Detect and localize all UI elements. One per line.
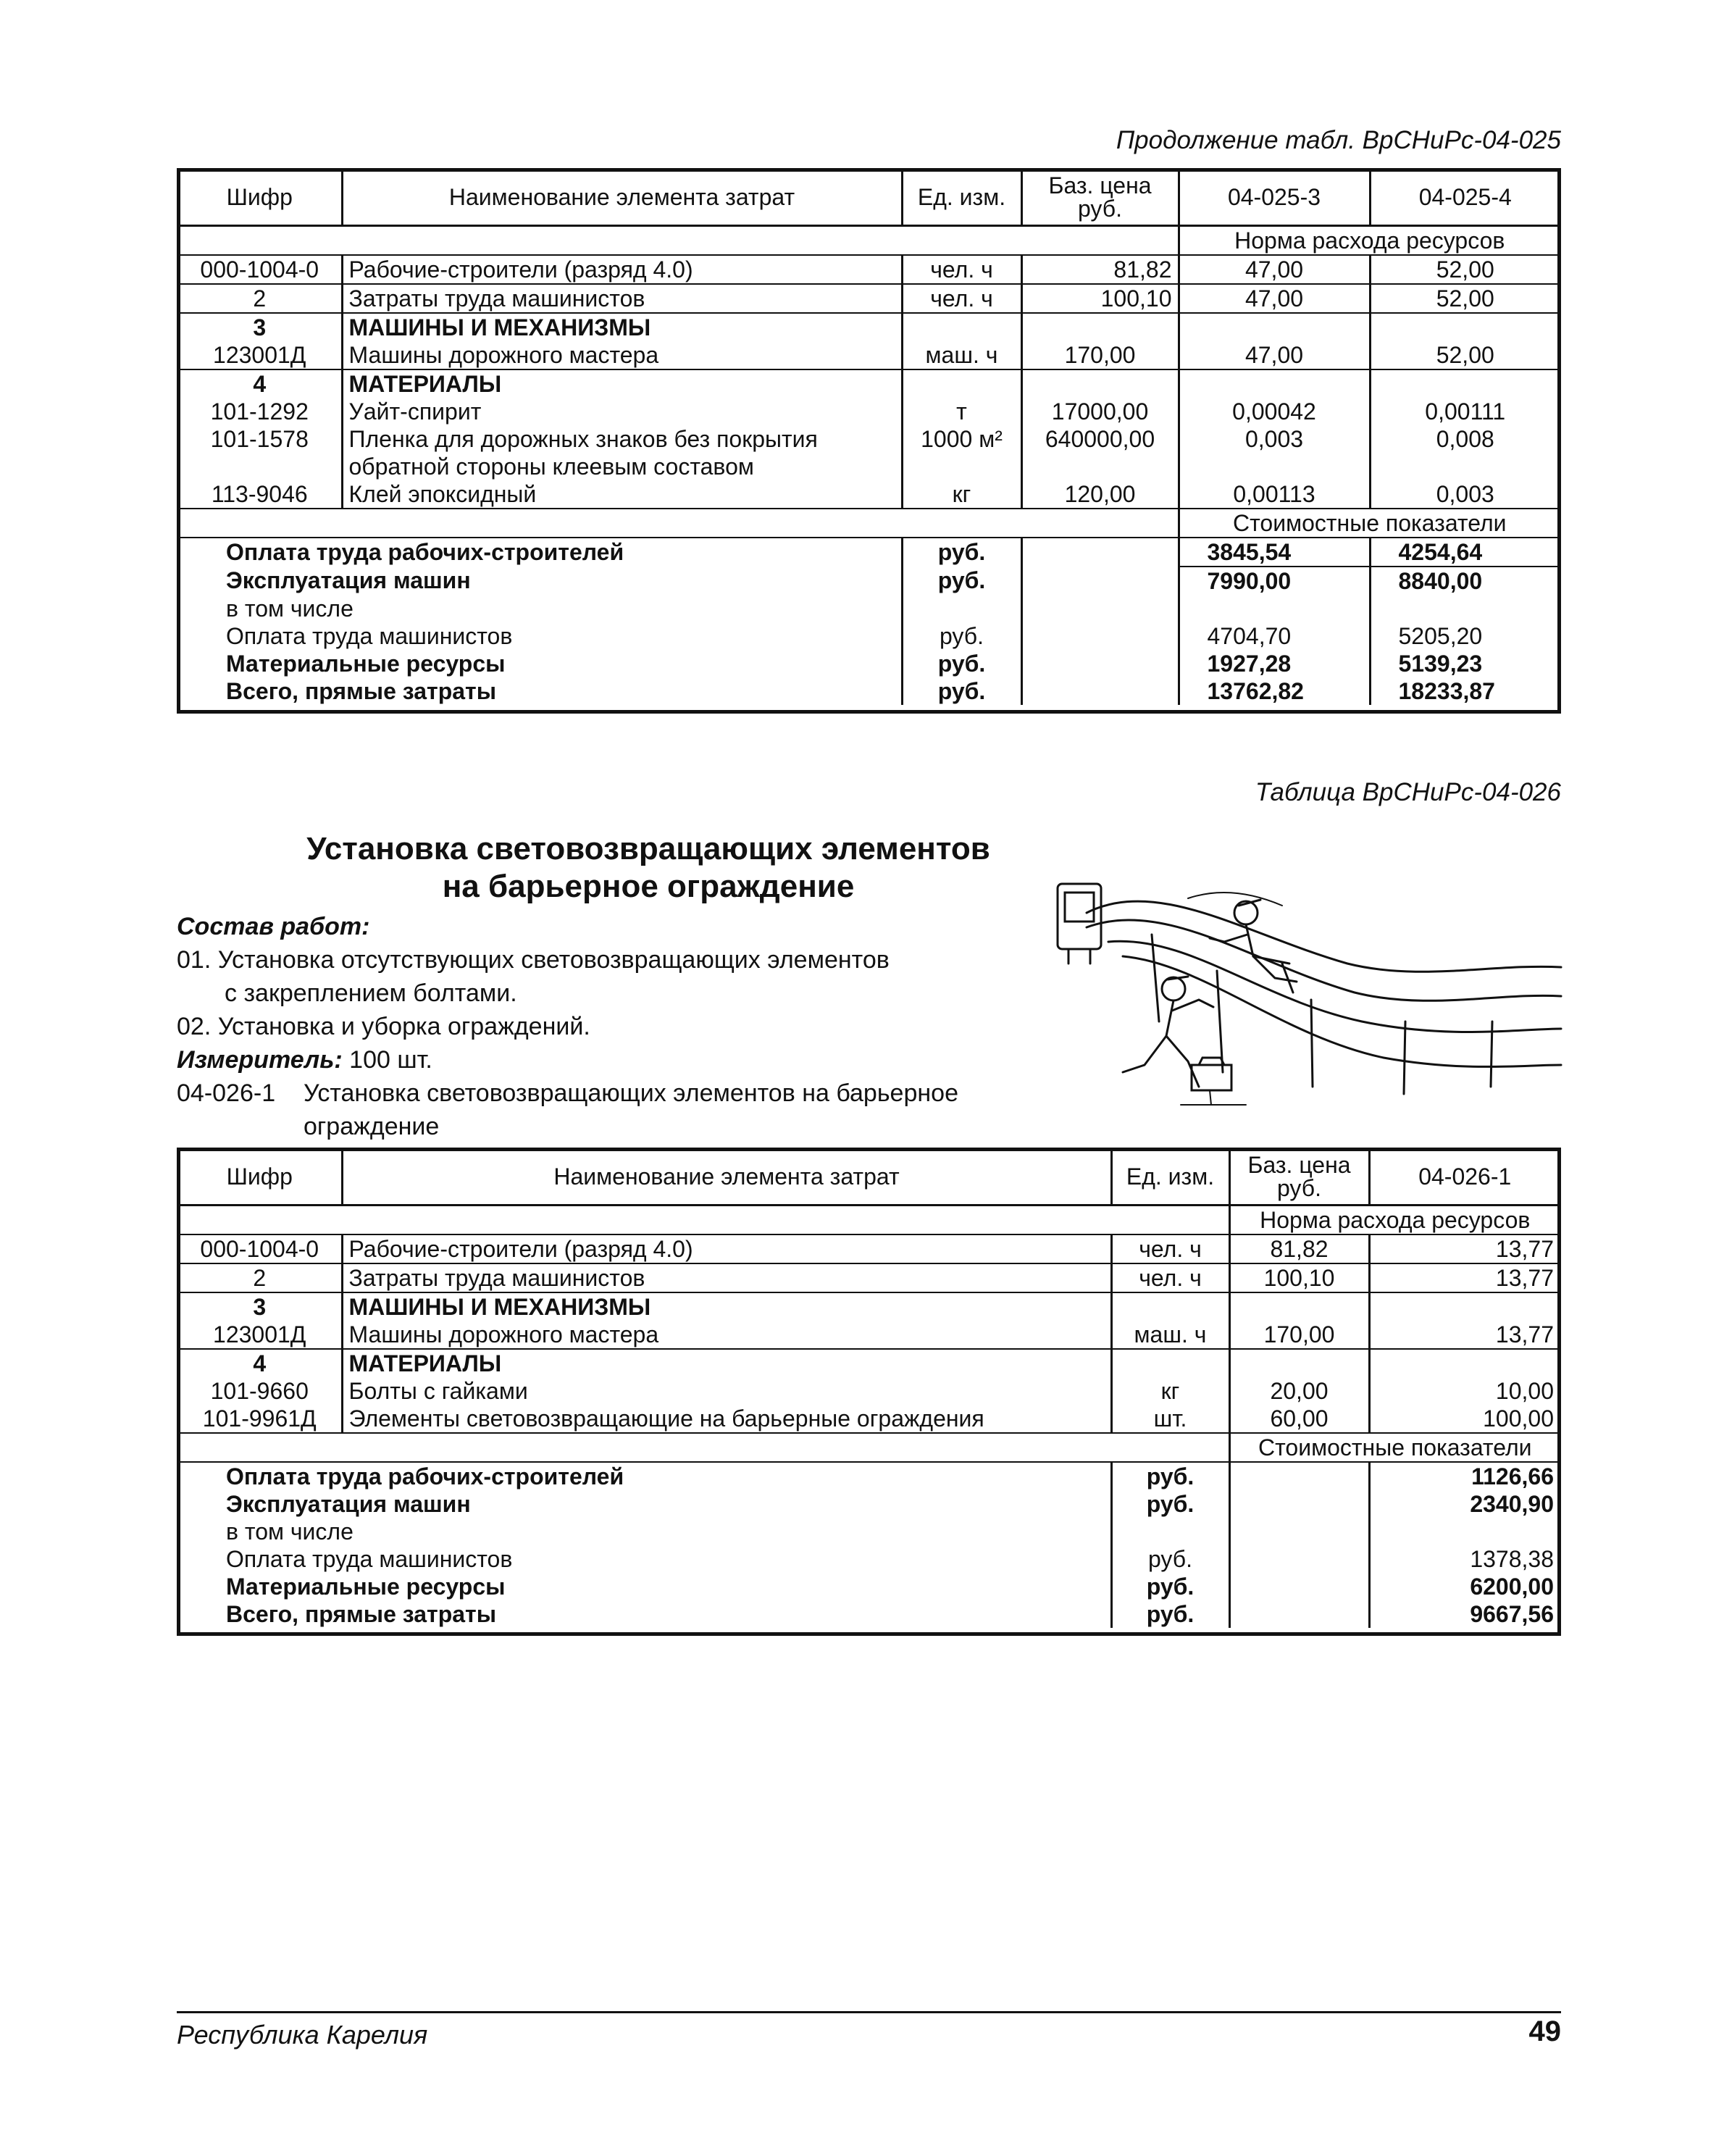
cell-code: 3: [253, 1294, 267, 1320]
table-cell: [1021, 650, 1179, 677]
table-cell: [178, 1462, 1111, 1490]
table-cell: [1179, 369, 1370, 398]
table-cell: [1179, 650, 1370, 677]
table-cell: [178, 1292, 342, 1321]
cell-code: 4: [253, 1350, 267, 1376]
table-cell: [1369, 1292, 1560, 1321]
table-cell: [1370, 453, 1560, 480]
cost-unit: руб.: [902, 622, 1021, 650]
cell-price: 17000,00: [1021, 398, 1179, 425]
cost-value: 8840,00: [1398, 568, 1483, 594]
cell-value: 100,00: [1369, 1405, 1560, 1433]
cell-code: 101-1292: [210, 398, 309, 425]
table-cell: [1370, 677, 1560, 705]
cell-name: Рабочие-строители (разряд 4.0): [342, 1234, 1111, 1263]
cell-value: 47,00: [1179, 341, 1370, 369]
works-label: Состав работ:: [177, 913, 370, 940]
table-cell: [1021, 538, 1179, 567]
table-cell: [178, 538, 902, 567]
col-header-04-025-3: 04-025-3: [1179, 170, 1370, 226]
works-block: [177, 910, 1046, 1143]
cell-code: 4: [253, 371, 267, 397]
table-cell: [1369, 1490, 1560, 1518]
cell-value: 0,00113: [1179, 480, 1370, 509]
table1: [178, 170, 1560, 705]
section-title: [239, 830, 1058, 906]
table-row: [178, 341, 1560, 369]
cell-price: 120,00: [1021, 480, 1179, 509]
table1-header-row: [178, 170, 1560, 226]
cost-name: Оплата труда рабочих-строителей: [226, 539, 624, 565]
cell-name: Элементы световозвращающие на барьерные ограждения: [342, 1405, 1111, 1433]
cell-unit: маш. ч: [902, 341, 1021, 369]
table-cell: [1370, 595, 1560, 622]
table-cell: [178, 677, 902, 705]
cell-name: МАТЕРИАЛЫ: [348, 1350, 502, 1376]
col-header-price: Баз. цена руб.: [1229, 1149, 1369, 1206]
cost-row: [178, 538, 1560, 567]
cost-name: Оплата труда машинистов: [226, 1546, 513, 1572]
table-cell: [1369, 1349, 1560, 1377]
table-cell: [1179, 567, 1370, 595]
cell-price: 640000,00: [1021, 425, 1179, 453]
table-cell: [1111, 1462, 1229, 1490]
table-cell: [1369, 1462, 1560, 1490]
table-cell: [1229, 1518, 1369, 1545]
cost-value: 9667,56: [1470, 1601, 1554, 1627]
cell-unit: т: [902, 398, 1021, 425]
table-cell: [902, 650, 1021, 677]
work-item-2: 02. Установка и уборка ограждений.: [177, 1013, 590, 1040]
table-cell: [1370, 369, 1560, 398]
table-cell: [902, 595, 1021, 622]
table-cell: [1021, 677, 1179, 705]
table-cell: [178, 1573, 1111, 1600]
table-cell: [178, 369, 342, 398]
table2: [178, 1149, 1560, 1628]
table-cell: [1229, 1292, 1369, 1321]
table-cell: [1021, 453, 1179, 480]
table-cell: [1369, 1573, 1560, 1600]
cost-name: Всего, прямые затраты: [226, 1601, 497, 1627]
table-cell: [1111, 1349, 1229, 1377]
cell-price: 81,82: [1229, 1234, 1369, 1263]
cell-price: 170,00: [1021, 341, 1179, 369]
cell-name: Затраты труда машинистов: [342, 284, 902, 313]
cost-row: [178, 1462, 1560, 1490]
table-cell: [1021, 567, 1179, 595]
cost-row: [178, 1600, 1560, 1628]
cell-value: 13,77: [1369, 1234, 1560, 1263]
cell-code: 000-1004-0: [178, 255, 342, 284]
cell-unit: чел. ч: [902, 255, 1021, 284]
cell-unit: маш. ч: [1111, 1321, 1229, 1349]
table2-caption: Таблица ВрСНиРс-04-026: [1255, 778, 1561, 806]
table-cell: [1179, 538, 1370, 567]
cell-value: 0,00042: [1179, 398, 1370, 425]
table-cell: [342, 1292, 1111, 1321]
cell-value: 0,003: [1370, 480, 1560, 509]
cost-label-row: [178, 1433, 1560, 1462]
table-cell: [178, 567, 902, 595]
table-row: [178, 1377, 1560, 1405]
cost-name: Оплата труда машинистов: [226, 623, 513, 649]
cost-value: 2340,90: [1470, 1491, 1554, 1517]
table-row: [178, 369, 1560, 398]
meter-value: 100 шт.: [342, 1046, 432, 1074]
table-cell: [902, 677, 1021, 705]
cell-code: 2: [178, 1263, 342, 1292]
cost-unit: руб.: [1146, 1491, 1195, 1517]
cost-row: [178, 567, 1560, 595]
cost-unit: руб.: [1146, 1574, 1195, 1600]
cell-unit: чел. ч: [1111, 1263, 1229, 1292]
workers-illustration: [1043, 855, 1565, 1116]
cell-code: 2: [178, 284, 342, 313]
table-cell: [1229, 1462, 1369, 1490]
table-cell: [902, 313, 1021, 341]
section-title-line2: на барьерное ограждение: [442, 869, 855, 904]
table-cell: [1111, 1600, 1229, 1628]
item-code: 04-026-1: [177, 1079, 276, 1107]
cost-name: Материальные ресурсы: [226, 651, 506, 677]
cell-name: Затраты труда машинистов: [342, 1263, 1111, 1292]
cell-value: 0,008: [1370, 425, 1560, 453]
table2-header-row: [178, 1149, 1560, 1206]
footer-region: Республика Карелия: [177, 2020, 428, 2050]
table-continuation-caption: Продолжение табл. ВрСНиРс-04-025: [1116, 126, 1561, 154]
cell-name: Машины дорожного мастера: [342, 1321, 1111, 1349]
cost-name: Материальные ресурсы: [226, 1574, 506, 1600]
col-header-unit: Ед. изм.: [1111, 1149, 1229, 1206]
table-cell: [902, 369, 1021, 398]
table-cell: [178, 1349, 342, 1377]
norm-label-row: [178, 1206, 1560, 1235]
table-row: [178, 313, 1560, 341]
cell-code: 123001Д: [178, 341, 342, 369]
cost-value: 1126,66: [1471, 1463, 1554, 1489]
col-header-name: Наименование элемента затрат: [342, 170, 902, 226]
cost-value: 6200,00: [1470, 1574, 1554, 1600]
table-cell: [1370, 313, 1560, 341]
norm-label-row: [178, 226, 1560, 256]
table-cell: [1021, 369, 1179, 398]
cost-name: в том числе: [226, 596, 353, 622]
cell-name: обратной стороны клеевым составом: [342, 453, 902, 480]
cell-price: 81,82: [1021, 255, 1179, 284]
col-header-name: Наименование элемента затрат: [342, 1149, 1111, 1206]
item-text: Установка световозвращающих элементов на барьерное: [304, 1079, 958, 1107]
cost-row: [178, 1518, 1560, 1545]
footer-rule: [177, 2011, 1561, 2013]
table-cell: [178, 650, 902, 677]
cost-unit: руб.: [1146, 1463, 1195, 1489]
cost-label-row: [178, 509, 1560, 538]
cell-name: МАШИНЫ И МЕХАНИЗМЫ: [348, 1294, 651, 1320]
table-cell: [1021, 595, 1179, 622]
col-header-price: Баз. цена руб.: [1021, 170, 1179, 226]
cost-name: Всего, прямые затраты: [226, 678, 497, 704]
norm-label: Норма расхода ресурсов: [1179, 226, 1560, 256]
table-cell: [342, 1349, 1111, 1377]
cell-name: Пленка для дорожных знаков без покрытия: [342, 425, 902, 453]
table-row: [178, 1321, 1560, 1349]
cell-unit: чел. ч: [902, 284, 1021, 313]
cost-value: 3845,54: [1207, 539, 1292, 565]
cell-value: 47,00: [1179, 284, 1370, 313]
cell-price: 100,10: [1021, 284, 1179, 313]
cell-code: 101-1578: [210, 426, 309, 452]
cost-value: 13762,82: [1207, 678, 1304, 704]
table-row: [178, 1292, 1560, 1321]
cell-value: 13,77: [1369, 1263, 1560, 1292]
table-cell: [1370, 650, 1560, 677]
cell-code: 101-9961Д: [178, 1405, 342, 1433]
cell-code: 000-1004-0: [178, 1234, 342, 1263]
table-cell: [178, 453, 342, 480]
page-number: 49: [1528, 2015, 1561, 2047]
table-cell: [178, 1433, 1229, 1462]
cell-price: 60,00: [1229, 1405, 1369, 1433]
table-cell: [1111, 1292, 1229, 1321]
work-item-1-continued: с закреплением болтами.: [225, 979, 517, 1007]
cost-value: 1927,28: [1207, 651, 1292, 677]
col-header-04-025-4: 04-025-4: [1370, 170, 1560, 226]
cell-price: 170,00: [1229, 1321, 1369, 1349]
col-header-04-026-1: 04-026-1: [1369, 1149, 1560, 1206]
table-row: [178, 398, 1560, 425]
item-text-continued: ограждение: [304, 1113, 440, 1140]
cost-unit: руб.: [1146, 1601, 1195, 1627]
cost-row: [178, 650, 1560, 677]
cell-name: Рабочие-строители (разряд 4.0): [342, 255, 902, 284]
cost-value: 5139,23: [1398, 651, 1483, 677]
table-cell: [178, 313, 342, 341]
table-row: [178, 453, 1560, 480]
table-cell: [1021, 313, 1179, 341]
table-row: [178, 1234, 1560, 1263]
table-cell: [1369, 1518, 1560, 1545]
cell-price: 100,10: [1229, 1263, 1369, 1292]
cost-unit: руб.: [937, 651, 986, 677]
table-cell: [1370, 567, 1560, 595]
cell-name: Уайт-спирит: [342, 398, 902, 425]
table-cell: [1179, 677, 1370, 705]
table-row: [178, 1405, 1560, 1433]
meter-label: Измеритель:: [177, 1046, 343, 1074]
table-cell: [1229, 1349, 1369, 1377]
table-cell: [1179, 595, 1370, 622]
table-row: [178, 255, 1560, 284]
cell-unit: чел. ч: [1111, 1234, 1229, 1263]
table-row: [178, 1263, 1560, 1292]
cost-unit: руб.: [937, 567, 986, 593]
table-cell: [1229, 1600, 1369, 1628]
cell-code: 101-9660: [210, 1378, 309, 1404]
table-cell: [1229, 1573, 1369, 1600]
table-cell: [1111, 1518, 1229, 1545]
work-item-1: 01. Установка отсутствующих световозвращающих элементов: [177, 946, 890, 974]
cost-label: Стоимостные показатели: [1179, 509, 1560, 538]
cell-value: 13,77: [1369, 1321, 1560, 1349]
cell-name: МАШИНЫ И МЕХАНИЗМЫ: [348, 314, 651, 340]
cell-unit: 1000 м²: [902, 425, 1021, 453]
cost-unit: руб.: [1111, 1545, 1229, 1573]
table-cell: [1370, 538, 1560, 567]
norm-label: Норма расхода ресурсов: [1229, 1206, 1560, 1235]
cost-value: 4704,70: [1179, 622, 1370, 650]
table-cell: [1179, 313, 1370, 341]
table-cell: [1229, 1490, 1369, 1518]
cost-value: 18233,87: [1398, 678, 1495, 704]
cost-unit: руб.: [937, 539, 986, 565]
table-cell: [178, 1600, 1111, 1628]
table-row: [178, 284, 1560, 313]
table-cell: [1179, 453, 1370, 480]
cost-value: 7990,00: [1207, 568, 1292, 594]
cost-label: Стоимостные показатели: [1229, 1433, 1560, 1462]
cell-code: 113-9046: [178, 480, 342, 509]
cell-value: 0,003: [1179, 425, 1370, 453]
cell-price: 20,00: [1229, 1377, 1369, 1405]
cost-name: Эксплуатация машин: [226, 1491, 471, 1517]
cost-unit: руб.: [937, 678, 986, 704]
table-cell: [178, 509, 1179, 538]
cost-row: [178, 1573, 1560, 1600]
cost-row: [178, 595, 1560, 622]
cell-unit: шт.: [1111, 1405, 1229, 1433]
cell-value: 52,00: [1370, 255, 1560, 284]
cell-unit: кг: [902, 480, 1021, 509]
cell-value: 52,00: [1370, 284, 1560, 313]
table-cell: [1111, 1490, 1229, 1518]
cell-unit: кг: [1111, 1377, 1229, 1405]
table-cell: [902, 538, 1021, 567]
cell-name: Болты с гайками: [342, 1377, 1111, 1405]
table-cell: [1229, 1545, 1369, 1573]
cell-value: 0,00111: [1370, 398, 1560, 425]
cost-value: 1378,38: [1369, 1545, 1560, 1573]
table-cell: [178, 1490, 1111, 1518]
cost-name: Эксплуатация машин: [226, 567, 471, 593]
cost-row: [178, 677, 1560, 705]
section-title-line1: Установка световозвращающих элементов: [306, 831, 990, 866]
cell-name: Клей эпоксидный: [342, 480, 902, 509]
table-cell: [1369, 1600, 1560, 1628]
cost-value: 4254,64: [1398, 539, 1483, 565]
cell-code: 3: [253, 314, 267, 340]
cost-value: 5205,20: [1370, 622, 1560, 650]
table-cell: [1111, 1573, 1229, 1600]
col-header-code: Шифр: [178, 170, 342, 226]
cell-name: МАТЕРИАЛЫ: [348, 371, 502, 397]
cell-name: Машины дорожного мастера: [342, 341, 902, 369]
cell-value: 52,00: [1370, 341, 1560, 369]
table-cell: [902, 453, 1021, 480]
col-header-code: Шифр: [178, 1149, 342, 1206]
col-header-unit: Ед. изм.: [902, 170, 1021, 226]
table-cell: [342, 313, 902, 341]
cell-value: 10,00: [1369, 1377, 1560, 1405]
table-cell: [902, 567, 1021, 595]
cost-name: Оплата труда рабочих-строителей: [226, 1463, 624, 1489]
cell-value: 47,00: [1179, 255, 1370, 284]
cost-name: в том числе: [226, 1518, 353, 1545]
table-cell: [1021, 622, 1179, 650]
table-cell: [178, 1206, 1229, 1235]
table-row: [178, 1349, 1560, 1377]
cell-code: 123001Д: [178, 1321, 342, 1349]
table-row: [178, 425, 1560, 453]
cost-row: [178, 1545, 1560, 1573]
table-row: [178, 480, 1560, 509]
table-cell: [342, 369, 902, 398]
table-cell: [178, 226, 1179, 256]
cost-row: [178, 1490, 1560, 1518]
cost-row: [178, 622, 1560, 650]
